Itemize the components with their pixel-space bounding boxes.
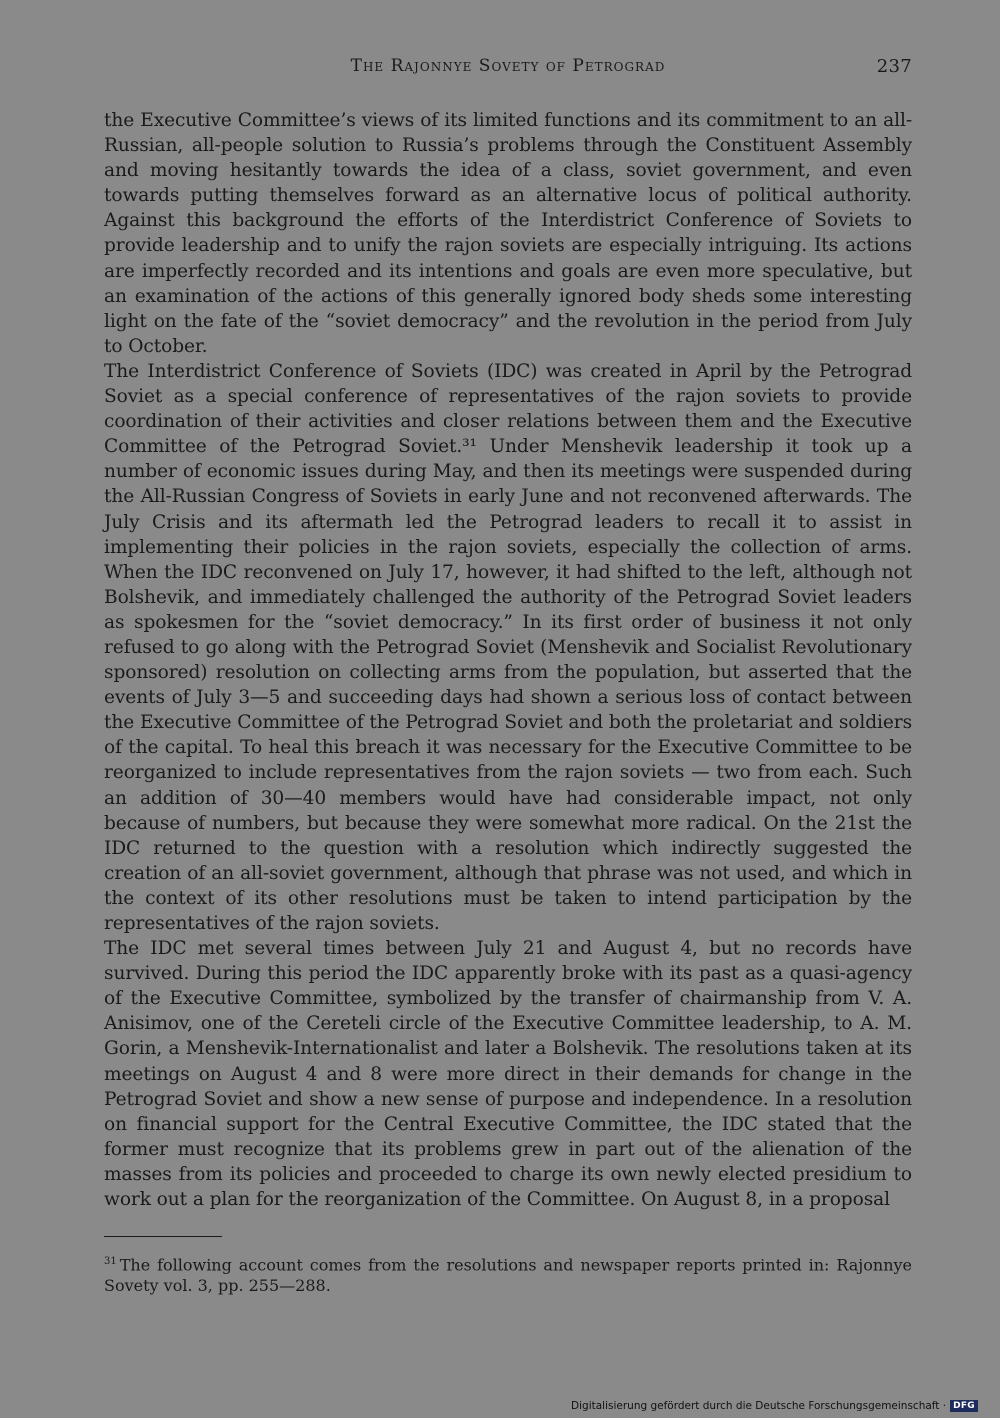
paragraph: The IDC met several times between July 21 and August 4, but no records have survived. During this period the IDC apparently broke with its past as a quasi-agency of the Executive Committee, symbolized by the transfer of chairmanship from V. A. Anisimov, one of the Cereteli circle of the Executive Committee leadership, to A. M. Gorin, a Menshevik-Internationalist and later a Bolshevik. The resolutions taken at its meetings on August 4 and 8 were more direct in their demands for change in the Petrograd Soviet and show a new sense of purpose and independence. In a resolution on financial support for the Central Executive Committee, the IDC stated that the former must recognize that its problems grew in part out of the alienation of the masses from its policies and proceeded to charge its own newly elected presidium to work out a plan for the reorganization of the Committee. On August 8, in a proposal [104,938,912,1211]
paragraph: the Executive Committee’s views of its limited functions and its commitment to an all-Russian, all-people solution to Russia’s problems through the Constituent Assembly and moving hesitantly towards the idea of a class, soviet government, and even towards putting themselves forward as an alternative locus of political authority. Against this background the efforts of the Interdistrict Conference of Soviets to provide leadership and to unify the rajon soviets are especially intriguing. Its actions are imperfectly recorded and its intentions and goals are even more speculative, but an examination of the actions of this generally ignored body sheds some interesting light on the fate of the “soviet democracy” and the revolution in the period from July to October. [104,110,912,357]
credit-text: Digitalisierung gefördert durch die Deutsche Forschungsgemeinschaft · [571,1400,947,1412]
running-head [104,56,912,80]
running-title: The Rajonnye Sovety of Petrograd [350,56,666,76]
paragraph: The Interdistrict Conference of Soviets (IDC) was created in April by the Petrograd Soviet as a special conference of representatives of the rajon soviets to provide coordination of their activities and closer relations between them and the Executive Committee of the Petrograd Soviet.³¹ Under Menshevik leadership it took up a number of economic issues during May, and then its meetings were suspended during the All-Russian Congress of Soviets in early June and not reconvened afterwards. The July Crisis and its aftermath led the Petrograd leaders to recall it to assist in implementing their policies in the rajon soviets, especially the collection of arms. When the IDC reconvened on July 17, however, it had shifted to the left, although not Bolshevik, and immediately challenged the authority of the Petrograd Soviet leaders as spokesmen for the “soviet democracy.” In its first order of business it not only refused to go along with the Petrograd Soviet (Menshevik and Socialist Revolutionary sponsored) resolution on collecting arms from the population, but asserted that the events of July 3—5 and succeeding days had shown a serious loss of contact between the Executive Committee of the Petrograd Soviet and both the proletariat and soldiers of the capital. To heal this breach it was necessary for the Executive Committee to be reorganized to include representatives from the rajon soviets — two from each. Such an addition of 30—40 members would have had considerable impact, not only because of numbers, but because they were somewhat more radical. On the 21st the IDC returned to the question with a resolution which indirectly suggested the creation of an all-soviet government, although that phrase was not used, and which in the context of its other resolutions must be taken to intend participation by the representatives of the rajon soviets. [104,360,913,934]
dfg-logo: DFG [950,1400,978,1412]
footnote-text: The following account comes from the resolutions and newspaper reports printed in: Rajonnye Sovety vol. 3, pp. 255—288. [104,1255,912,1296]
page-number: 237 [876,56,912,77]
digitization-credit [571,1398,978,1414]
footnote [104,1251,912,1296]
body-text [104,108,912,1212]
footnote-marker: 31 [104,1256,117,1267]
footnote-divider [104,1236,222,1237]
